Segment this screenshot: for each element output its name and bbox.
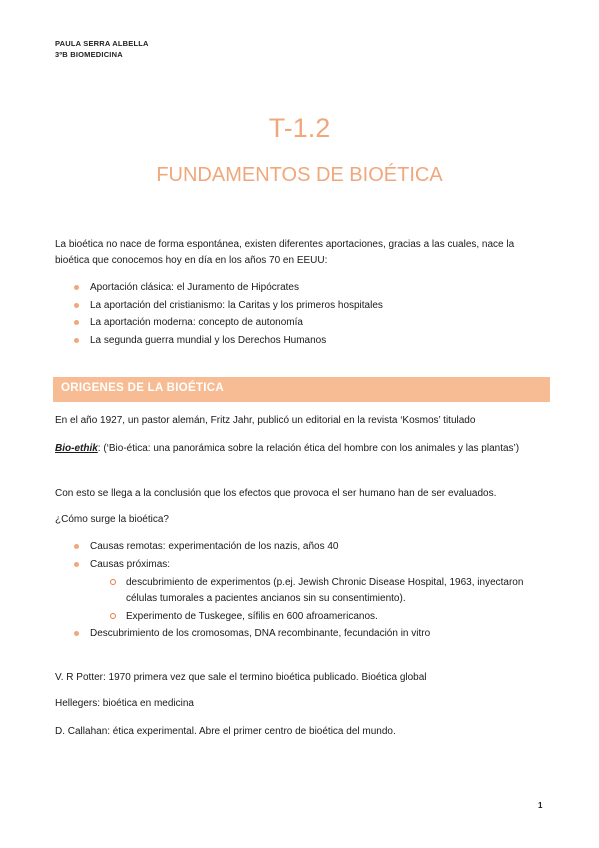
list-item: Descubrimiento de los cromosomas, DNA recombinante, fecundación in vitro bbox=[55, 625, 550, 643]
bioethik-description: : (‘Bio-ética: una panorámica sobre la relación ética del hombre con los animales y las plantas’) bbox=[97, 443, 520, 454]
question-heading: ¿Cómo surge la bioética? bbox=[55, 514, 169, 525]
bullet-icon bbox=[74, 338, 79, 343]
course-name: 3ºB BIOMEDICINA bbox=[55, 50, 123, 59]
section-header-bar bbox=[53, 377, 550, 402]
paragraph-jahr: En el año 1927, un pastor alemán, Fritz Jahr, publicó un editorial en la revista ‘Kosmos’ titulado bbox=[55, 415, 476, 426]
sub-list-item: Experimento de Tuskegee, sífilis en 600 afroamericanos. bbox=[55, 609, 550, 625]
author-name: PAULA SERRA ALBELLA bbox=[55, 39, 149, 48]
hollow-bullet-icon bbox=[110, 613, 116, 619]
list-item: Aportación clásica: el Juramento de Hipócrates bbox=[55, 279, 550, 297]
paragraph-callahan: D. Callahan: ética experimental. Abre el primer centro de bioética del mundo. bbox=[55, 726, 396, 737]
topic-code: T-1.2 bbox=[268, 113, 331, 143]
list-item: La aportación del cristianismo: la Caritas y los primeros hospitales bbox=[55, 297, 550, 315]
bullet-icon bbox=[74, 631, 79, 636]
bioethik-term: Bio-ethik bbox=[55, 443, 98, 454]
bullet-icon bbox=[74, 285, 79, 290]
intro-paragraph: La bioética no nace de forma espontánea, existen diferentes aportaciones, gracias a las cuales, nace la bioética que conocemos hoy en día en los años 70 en EEUU: bbox=[55, 239, 515, 266]
page-title: FUNDAMENTOS DE BIOÉTICA bbox=[156, 164, 443, 186]
paragraph-hellegers: Hellegers: bioética en medicina bbox=[55, 698, 194, 709]
section-title: ORIGENES DE LA BIOÉTICA bbox=[61, 382, 225, 394]
causes-list-continued bbox=[55, 625, 550, 643]
contributions-list bbox=[55, 279, 550, 349]
bullet-icon bbox=[74, 562, 79, 567]
bullet-icon bbox=[74, 544, 79, 549]
bullet-icon bbox=[74, 303, 79, 308]
paragraph-potter: V. R Potter: 1970 primera vez que sale el termino bioética publicado. Bioética global bbox=[55, 672, 427, 683]
hollow-bullet-icon bbox=[110, 579, 116, 585]
page-number: 1 bbox=[538, 801, 543, 810]
bullet-icon bbox=[74, 320, 79, 325]
sub-causes-list bbox=[55, 575, 550, 625]
list-item: La segunda guerra mundial y los Derechos Humanos bbox=[55, 332, 550, 350]
list-item: Causas próximas: bbox=[55, 556, 550, 574]
list-item: La aportación moderna: concepto de autonomía bbox=[55, 314, 550, 332]
paragraph-conclusion: Con esto se llega a la conclusión que los efectos que provoca el ser humano han de ser evaluados. bbox=[55, 488, 497, 499]
sub-list-item: descubrimiento de experimentos (p.ej. Jewish Chronic Disease Hospital, 1963, inyectaron células tumorales a pacientes ancianos sin su consentimiento). bbox=[55, 575, 550, 606]
causes-list bbox=[55, 538, 550, 573]
list-item: Causas remotas: experimentación de los nazis, años 40 bbox=[55, 538, 550, 556]
document-header bbox=[55, 38, 149, 60]
paragraph-bioethik bbox=[55, 441, 550, 457]
